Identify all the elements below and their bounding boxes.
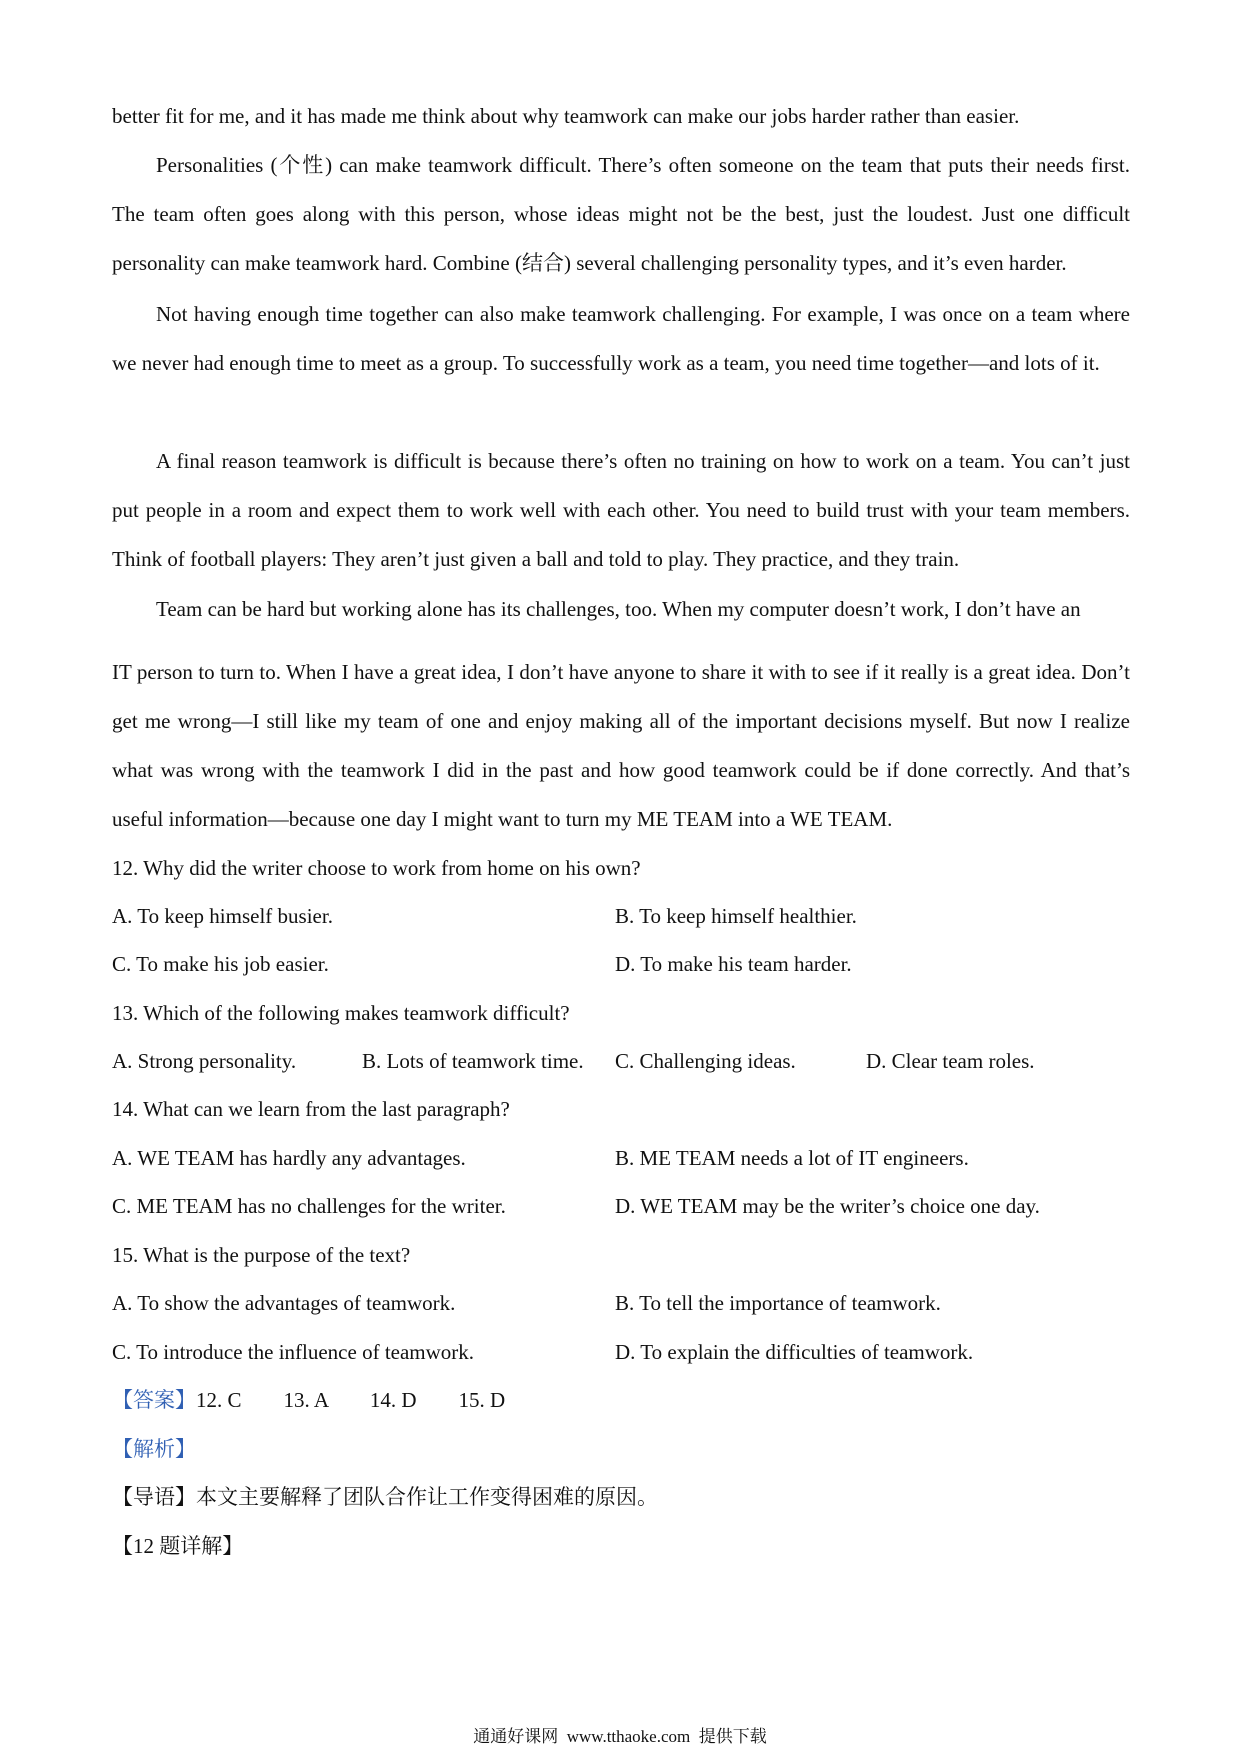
option-13-b: B. Lots of teamwork time.	[362, 1049, 584, 1073]
passage-paragraph-3	[112, 437, 1130, 584]
option-13-d: D. Clear team roles.	[866, 1049, 1035, 1073]
option-15-a: A. To show the advantages of teamwork.	[112, 1291, 456, 1315]
option-14-c: C. ME TEAM has no challenges for the writer.	[112, 1194, 506, 1218]
option-15-d: D. To explain the difficulties of teamwork.	[615, 1340, 974, 1364]
option-13-a: A. Strong personality.	[112, 1049, 297, 1073]
question-stem-15: 15. What is the purpose of the text?	[112, 1243, 411, 1267]
option-15-c: C. To introduce the influence of teamwork.	[112, 1340, 475, 1364]
intro-line	[112, 1483, 658, 1511]
option-12-b: B. To keep himself healthier.	[615, 904, 857, 928]
option-12-c: C. To make his job easier.	[112, 952, 329, 976]
passage-paragraph-4-start	[112, 585, 1130, 634]
intro-text: 本文主要解释了团队合作让工作变得困难的原因。	[196, 1485, 658, 1509]
question-stem-14: 14. What can we learn from the last paragraph?	[112, 1097, 510, 1121]
answer-values: 12. C 13. A 14. D 15. D	[196, 1388, 506, 1412]
option-14-b: B. ME TEAM needs a lot of IT engineers.	[615, 1146, 969, 1170]
analysis-label: 【解析】	[112, 1437, 196, 1461]
paragraph-text: Not having enough time together can also make teamwork challenging. For example, I was once on a team where we never had enough time to meet as a group. To successfully work as a team, you need time together—and lots of it.	[112, 302, 1130, 375]
passage-paragraph-4-end: IT person to turn to. When I have a great idea, I don’t have anyone to share it with to see if it really is a great idea. Don’t get me wrong—I still like my team of one and enjoy making all of the important decisions myself. But now I realize what was wrong with the teamwork I did in the past and how good teamwork could be if done correctly. And that’s useful information—because one day I might want to turn my ME TEAM into a WE TEAM.	[112, 660, 1130, 831]
paragraph-text: Personalities (个性) can make teamwork difficult. There’s often someone on the team that puts their needs first. The team often goes along with this person, whose ideas might not be the best, just the loudest. Just one difficult personality can make teamwork hard. Combine (结合) several challenging personality types, and it’s even harder.	[112, 153, 1130, 275]
option-15-b: B. To tell the importance of teamwork.	[615, 1291, 941, 1315]
passage-paragraph-0: better fit for me, and it has made me think about why teamwork can make our jobs harder rather than easier.	[112, 104, 1020, 128]
page-footer: 通通好课网 www.tthaoke.com 提供下载	[473, 1727, 767, 1746]
option-14-a: A. WE TEAM has hardly any advantages.	[112, 1146, 466, 1170]
option-12-a: A. To keep himself busier.	[112, 904, 333, 928]
intro-label: 【导语】	[112, 1485, 196, 1509]
passage-paragraph-1	[112, 141, 1130, 288]
question-stem-13: 13. Which of the following makes teamwork difficult?	[112, 1001, 570, 1025]
answer-label: 【答案】	[112, 1388, 196, 1412]
detail-heading-12: 【12 题详解】	[112, 1534, 244, 1558]
option-14-d: D. WE TEAM may be the writer’s choice one day.	[615, 1194, 1040, 1218]
option-12-d: D. To make his team harder.	[615, 952, 852, 976]
answer-line	[112, 1386, 505, 1414]
passage-paragraph-2	[112, 290, 1130, 388]
paragraph-text: A final reason teamwork is difficult is because there’s often no training on how to work on a team. You can’t just put people in a room and expect them to work well with each other. You need to build trust with your team members. Think of football players: They aren’t just given a ball and told to play. They practice, and they train.	[112, 449, 1130, 571]
paragraph-text: Team can be hard but working alone has its challenges, too. When my computer doesn’t work, I don’t have an	[156, 597, 1081, 621]
option-13-c: C. Challenging ideas.	[615, 1049, 796, 1073]
question-stem-12: 12. Why did the writer choose to work from home on his own?	[112, 856, 641, 880]
